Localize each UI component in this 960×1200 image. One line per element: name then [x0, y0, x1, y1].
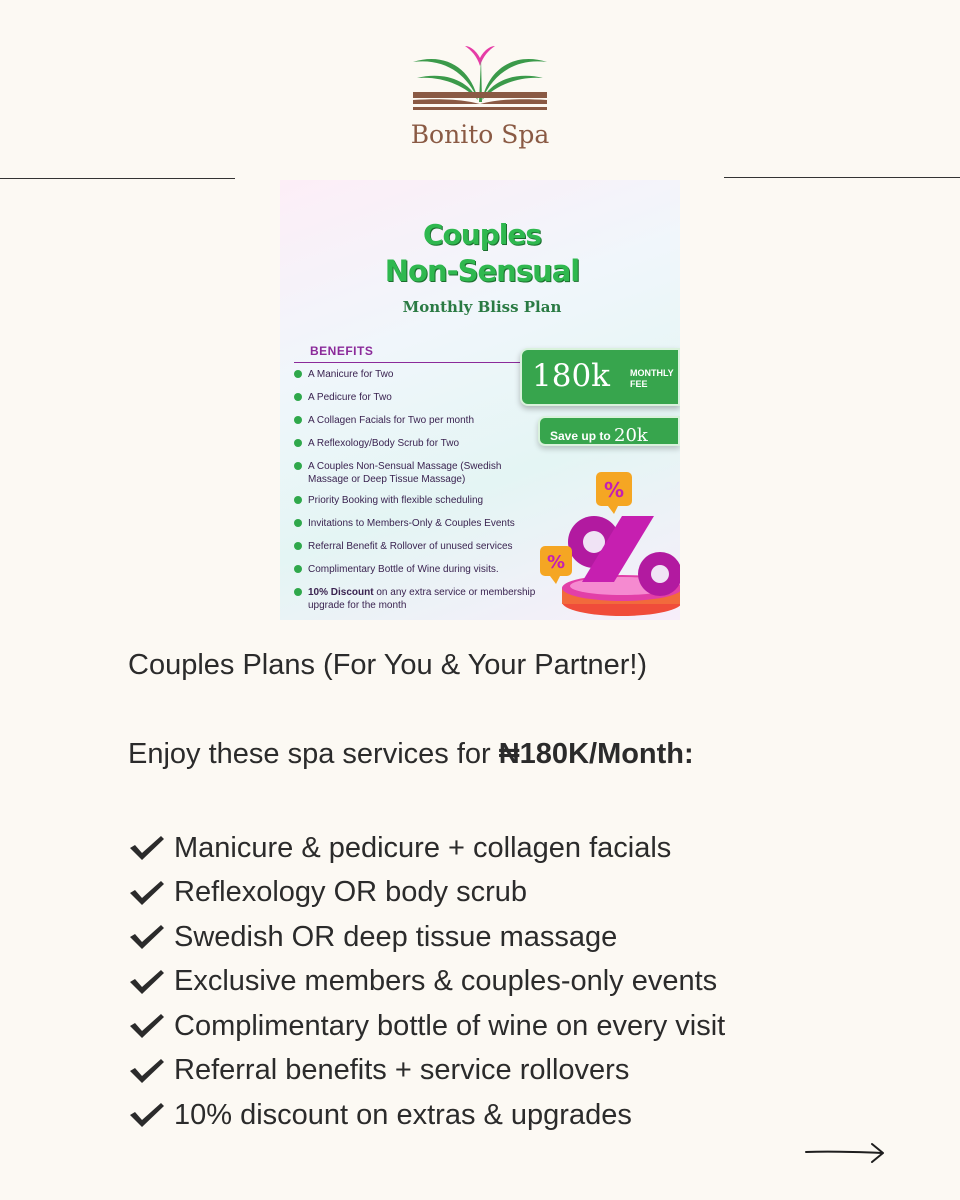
poster-benefits-rule: [294, 362, 524, 363]
checkmark-icon: [128, 923, 166, 951]
feature-item: Reflexology OR body scrub: [128, 871, 725, 916]
poster-benefit: A Pedicure for Two: [294, 391, 544, 414]
feature-item: Swedish OR deep tissue massage: [128, 915, 725, 960]
poster-benefit: A Manicure for Two: [294, 368, 544, 391]
feature-item: Complimentary bottle of wine on every visit: [128, 1004, 725, 1049]
brand-logo: [400, 38, 560, 149]
price-prefix: Enjoy these spa services for: [128, 738, 499, 770]
poster-title-line1: Couples: [422, 218, 541, 251]
feature-item: Exclusive members & couples-only events: [128, 960, 725, 1005]
checkmark-icon: [128, 1101, 166, 1129]
checkmark-icon: [128, 879, 166, 907]
poster-discount-bold: 10% Discount: [308, 587, 374, 598]
poster-discount-text: on any extra service or membership upgrade for the month: [308, 587, 536, 611]
check-dot-icon: [294, 542, 302, 550]
poster-title-line2: Non-Sensual: [384, 254, 580, 288]
divider-left: [0, 178, 235, 179]
checkmark-icon: [128, 968, 166, 996]
savings-badge: [538, 416, 680, 446]
check-dot-icon: [294, 496, 302, 504]
price-line: [128, 738, 694, 771]
poster-benefit: A Couples Non-Sensual Massage (Swedish Massage or Deep Tissue Massage): [294, 460, 544, 494]
check-dot-icon: [294, 462, 302, 470]
poster-benefits-heading: BENEFITS: [310, 344, 374, 358]
poster-benefit: Referral Benefit & Rollover of unused services: [294, 540, 544, 563]
feature-list: [128, 826, 725, 1138]
check-dot-icon: [294, 588, 302, 596]
check-dot-icon: [294, 370, 302, 378]
poster-subtitle: Monthly Bliss Plan: [402, 298, 562, 316]
monthly-fee-badge: [520, 348, 680, 406]
check-dot-icon: [294, 393, 302, 401]
poster-benefit: Complimentary Bottle of Wine during visits.: [294, 563, 544, 586]
percent-sign-art-icon: [536, 470, 680, 620]
divider-right: [724, 177, 960, 178]
fee-label: MONTHLY FEE: [630, 368, 674, 389]
price-amount: ₦180K/Month:: [498, 738, 694, 770]
check-dot-icon: [294, 416, 302, 424]
svg-text:%: %: [546, 552, 566, 573]
fee-amount: 180k: [532, 358, 610, 394]
save-text: Save up to: [550, 429, 611, 443]
checkmark-icon: [128, 1012, 166, 1040]
check-dot-icon: [294, 565, 302, 573]
poster-benefit: A Reflexology/Body Scrub for Two: [294, 437, 544, 460]
poster-benefit: Invitations to Members-Only & Couples Events: [294, 517, 544, 540]
feature-item: Referral benefits + service rollovers: [128, 1049, 725, 1094]
save-amount: 20k: [614, 425, 648, 446]
svg-text:%: %: [603, 478, 625, 502]
brand-name: Bonito Spa: [410, 120, 550, 149]
checkmark-icon: [128, 834, 166, 862]
checkmark-icon: [128, 1057, 166, 1085]
poster-benefit: [294, 586, 544, 616]
check-dot-icon: [294, 439, 302, 447]
plan-poster: [280, 180, 680, 620]
poster-benefits-list: [294, 368, 544, 616]
arrow-right-icon[interactable]: [804, 1140, 888, 1166]
lotus-book-logo-icon: [405, 38, 555, 118]
page-heading: Couples Plans (For You & Your Partner!): [128, 649, 648, 681]
feature-item: Manicure & pedicure + collagen facials: [128, 826, 725, 871]
check-dot-icon: [294, 519, 302, 527]
poster-benefit: A Collagen Facials for Two per month: [294, 414, 544, 437]
feature-item: 10% discount on extras & upgrades: [128, 1093, 725, 1138]
poster-benefit: Priority Booking with flexible scheduling: [294, 494, 544, 517]
